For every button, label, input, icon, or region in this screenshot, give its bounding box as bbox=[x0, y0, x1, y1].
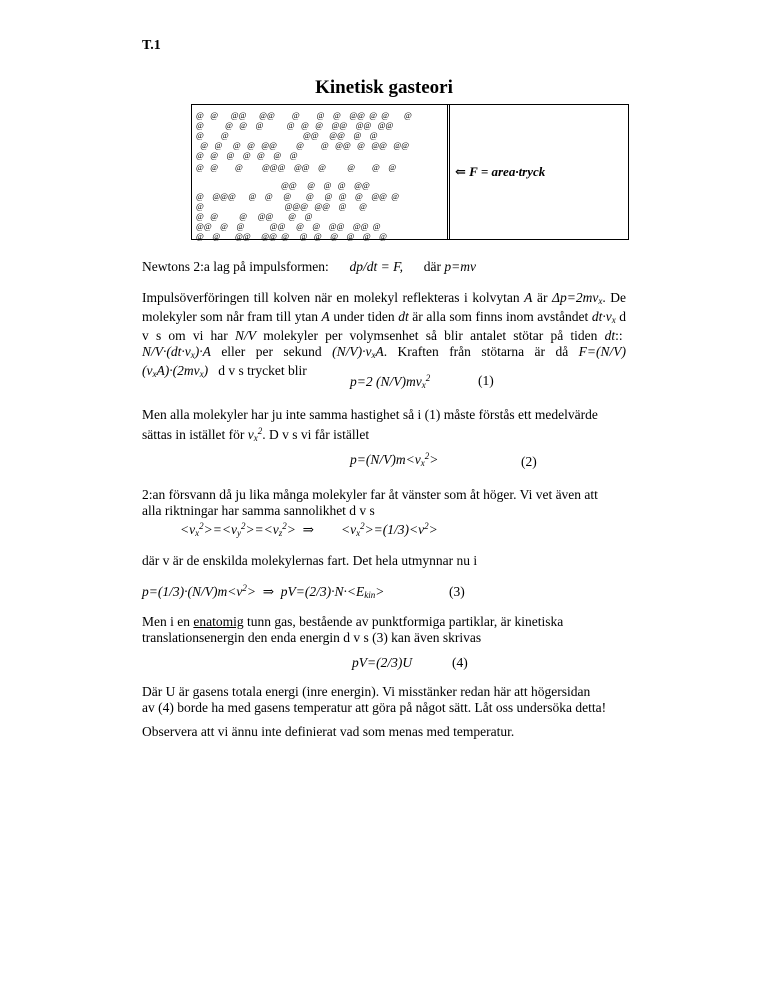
paragraph-impulse: Impulsöverföringen till kolven när en molekyl reflekteras i kolvytan A är $\Delta p=2mv_x$. De molekyler som når fram till ytan A under tiden dt är alla som finns inom avståndet $dt\cdot v_x$ d v s om vi har N/V molekyler per volymsenhet så blir antalet stötar på tiden dt:: $N/V\cdot(dt\cdot v_x)\cdot A$ eller per sekund $(N/V)\cdot v_xA$. Kraften från stötarna är då $F=(N/V)(v_xA)\cdot(2mv_x)$ d v s trycket blir bbox=[142, 290, 627, 379]
molecule-row: @@ @ @ @ @@ bbox=[196, 180, 370, 190]
equation-2: $p=(N/V)m<v_x^2>$ bbox=[350, 451, 439, 468]
molecule-row: @ @ @@ @@ @ @ @ @@ @ @ @ bbox=[196, 110, 412, 120]
molecule-row: @ @ @@ @@ @ @ @ @ @ @ @ bbox=[196, 231, 388, 241]
paragraph-temperature: Observera att vi ännu inte definierat vad som menas med temperatur. bbox=[142, 724, 515, 739]
paragraph-monatomic: Men i en enatomig tunn gas, bestående av punktformiga partiklar, är kinetiska translationsenergin den enda energin d v s (3) kan även skrivas bbox=[142, 614, 564, 645]
molecule-row: @ @ @ @@ @ @ bbox=[196, 211, 313, 221]
paragraph-directions: 2:an försvann då ju lika många molekyler far åt vänster som åt höger. Vi vet även att alla riktningar har samma sannolikhet d v s bbox=[142, 487, 598, 518]
newton-equation: dp/dt = F, bbox=[349, 259, 403, 274]
molecule-row: @ @ @ @ @ @ @ bbox=[196, 150, 298, 160]
molecule-row: @@ @ @ @@ @ @ @@ @@ @ bbox=[196, 221, 381, 231]
equation-1: p=2 $(N/V)mv_x^2$ bbox=[350, 373, 431, 390]
equation-1-label: (1) bbox=[478, 373, 494, 388]
equation-2-label: (2) bbox=[521, 454, 537, 469]
piston bbox=[447, 104, 450, 240]
paragraph-energy: Där U är gasens totala energi (inre energin). Vi misstänker redan här att högersidan av (4) borde ha med gasens temperatur att göra på något sätt. Låt oss undersöka detta! bbox=[142, 684, 607, 715]
molecule-row: @ @ @ @@@ @@ @ @ @ @ bbox=[196, 162, 397, 172]
equation-3-label: (3) bbox=[449, 584, 465, 599]
force-label: ⇐ F = area·tryck bbox=[455, 164, 546, 179]
molecule-row: @ @ @@ @@ @ @ bbox=[196, 130, 378, 140]
page-title: Kinetisk gasteori bbox=[315, 77, 453, 98]
paragraph-average: Men alla molekyler har ju inte samma hastighet så i (1) måste förstås ett medelvärde sättas in istället för $v_x^2$. D v s vi får istället bbox=[142, 407, 598, 443]
equation-4-label: (4) bbox=[452, 655, 468, 670]
molecule-row: @ @@@ @ @ @ @ @ @ @ @@ @ bbox=[196, 191, 400, 201]
equation-3: $p=(1/3)\cdot(N/V)m<v^2>$ ⇒ $pV=(2/3)\cdot N\cdot<E_{kin}>$ bbox=[142, 583, 385, 600]
equation-isotropy: $<v_x^2>=<v_y^2>=<v_z^2>$ ⇒ $<v_x^2>=(1/3)<v^2>$ bbox=[180, 521, 438, 538]
molecule-row: @ @ @ @ @ @ @ @@ @@ @@ bbox=[196, 120, 394, 130]
equation-4: pV=(2/3)U bbox=[352, 655, 413, 670]
paragraph-speed: där v är de enskilda molekylernas fart. Det hela utmynnar nu i bbox=[142, 553, 478, 568]
newton-line: Newtons 2:a lag på impulsformen: dp/dt = F, där p=mv bbox=[142, 259, 476, 274]
molecule-row: @ @ @ @ @@ @ @ @@ @ @@ @@ bbox=[196, 140, 410, 150]
molecule-row: @ @@@ @@ @ @ bbox=[196, 201, 367, 211]
page-label: T.1 bbox=[142, 38, 161, 53]
